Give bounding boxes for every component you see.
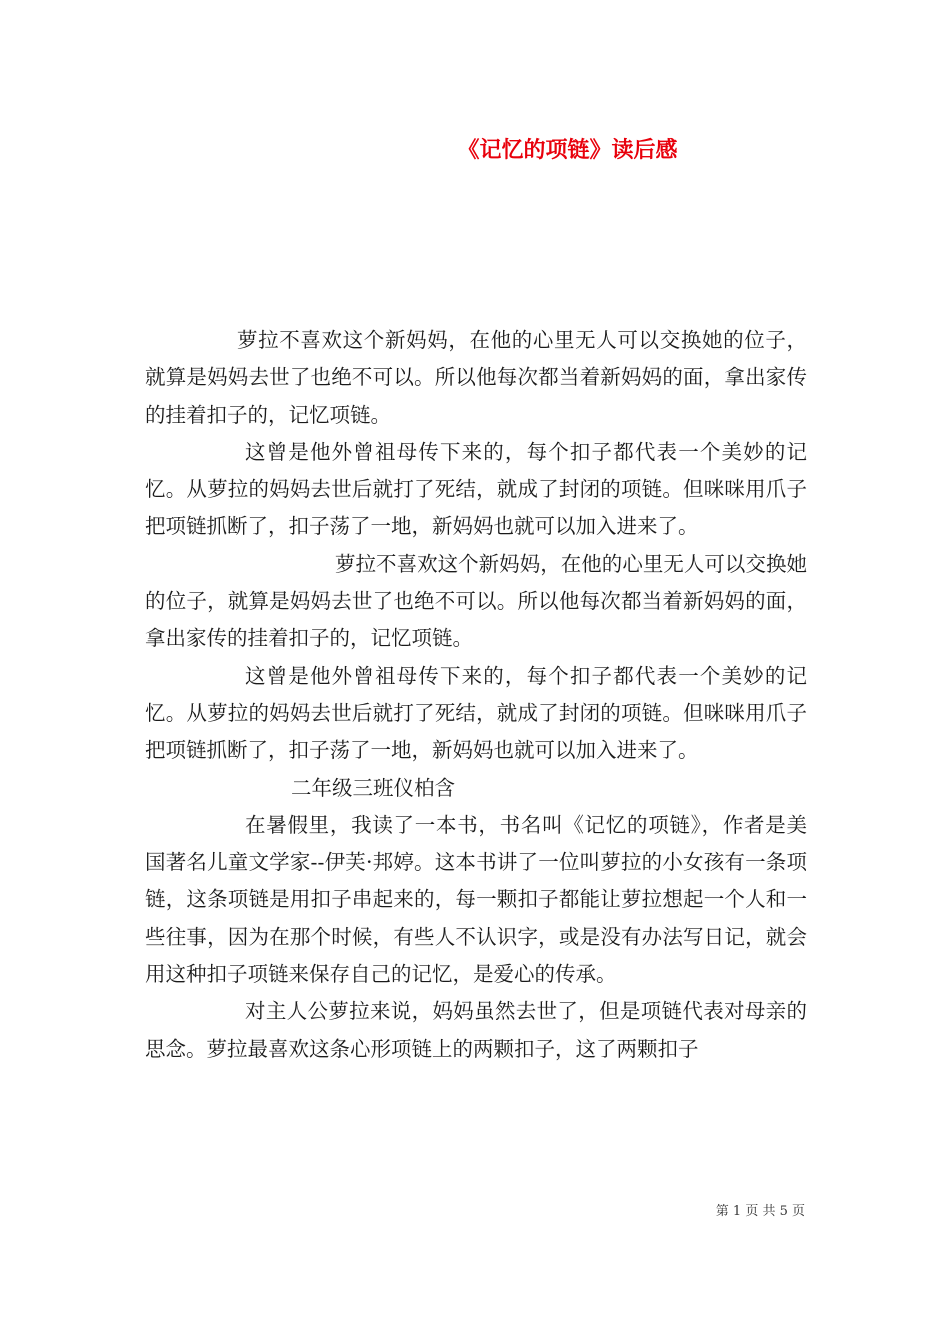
paragraph-1: 萝拉不喜欢这个新妈妈，在他的心里无人可以交换她的位子，就算是妈妈去世了也绝不可以。所以他每次都当着新妈妈的面，拿出家传的挂着扣子的，记忆项链。 (145, 328, 807, 427)
paragraph-2: 这曾是他外曾祖母传下来的，每个扣子都代表一个美妙的记忆。从萝拉的妈妈去世后就打了死结，就成了封闭的项链。但咪咪用爪子把项链抓断了，扣子荡了一地，新妈妈也就可以加入进来了。 (145, 439, 807, 539)
paragraph-3: 萝拉不喜欢这个新妈妈，在他的心里无人可以交换她的位子，就算是妈妈去世了也绝不可以。所以他每次都当着新妈妈的面，拿出家传的挂着扣子的，记忆项链。 (145, 551, 807, 651)
paragraph-5: 在暑假里，我读了一本书，书名叫《记忆的项链》，作者是美国著名儿童文学家--伊芙·邦婷。这本书讲了一位叫萝拉的小女孩有一条项链，这条项链是用扣子串起来的，每一颗扣子都能让萝拉想起一个人和一些往事，因为在那个时候，有些人不认识字，或是没有办法写日记，就会用这种扣子项链来保存自己的记忆，是爱心的传承。 (145, 812, 807, 987)
paragraph-6: 对主人公萝拉来说，妈妈虽然去世了，但是项链代表对母亲的思念。萝拉最喜欢这条心形项链上的两颗扣子，这了两颗扣子 (145, 999, 807, 1061)
paragraph-4: 这曾是他外曾祖母传下来的，每个扣子都代表一个美妙的记忆。从萝拉的妈妈去世后就打了死结，就成了封闭的项链。但咪咪用爪子把项链抓断了，扣子荡了一地，新妈妈也就可以加入进来了。 (145, 663, 807, 763)
author-line: 二年级三班仪柏含 (291, 775, 455, 800)
page-footer: 第 1 页 共 5 页 (715, 1204, 805, 1219)
document-title: 《记忆的项链》读后感 (457, 137, 678, 163)
document-body (145, 322, 807, 1068)
